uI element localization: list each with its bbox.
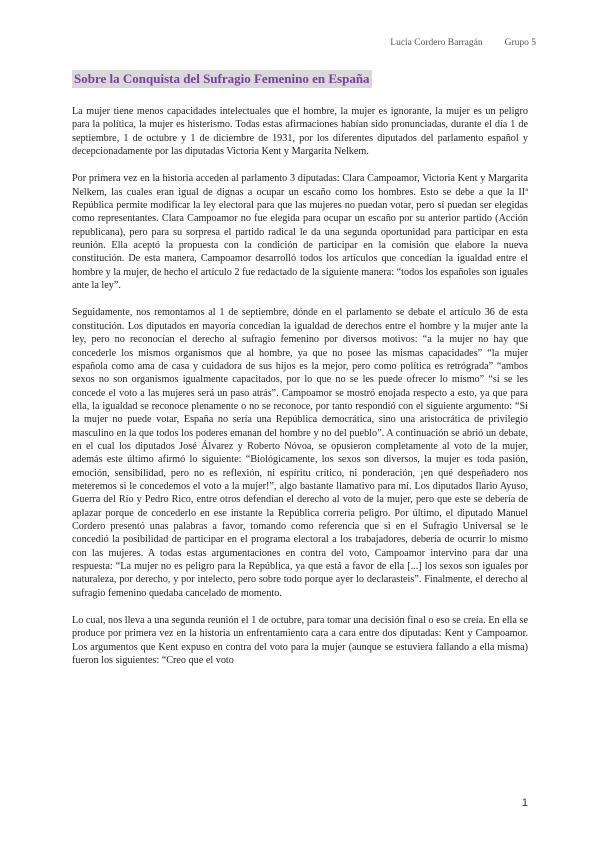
header-author: Lucía Cordero Barragán	[390, 38, 483, 48]
paragraph-2: Por primera vez en la historia acceden al parlamento 3 diputadas: Clara Campoamor, Victoria Kent y Margarita Nelkem, las cuales eran igual de dignas a ocupar un escaño como los hombres. Esto se debe a que la IIª República permite modificar la ley electoral para que las mujeres no puedan votar, pero sí puedan ser elegidas como representantes. Clara Campoamor no fue elegida para ocupar un escaño por su anterior partido (Acción republicana), pero para su sorpresa el partido radical le da una segunda oportunidad para participar en esta reunión. Ella aceptó la propuesta con la condición de participar en la comisión que elabore la nueva constitución. De esta manera, Campoamor desarrolló todos los artículos que concedían la igualdad entre el hombre y la mujer, de hecho el artículo 2 fue redactado de la siguiente manera: “todos los españoles son iguales ante la ley”.	[72, 173, 528, 292]
header-group: Grupo 5	[504, 38, 536, 48]
page-number: 1	[521, 797, 528, 809]
paragraph-3: Seguidamente, nos remontamos al 1 de septiembre, dónde en el parlamento se debate el artículo 36 de esta constitución. Los diputados en mayoría concedían la igualdad de derechos entre el hombre y la mujer ante la ley, pero no reconocían el derecho al sufragio femenino por diversos motivos: “a la mujer no hay que concederle los mismos organismos que al hombre, ya que no posee las mismas capacidades” “la mujer española como ama de casa y cuidadora de sus hijos es la mejor, pero como política es retrógrada” “ambos sexos no son organismos igualmente capacitados, por lo que no se les puede ofrecer lo mismo” “si se les concede el voto a las mujeres será un paso atrás”. Campoamor se mostró enojada respecto a esto, ya que para ella, la igualdad se reconoce plenamente o no se reconoce, por tanto respondió con el siguiente argumento: “Si la mujer no puede votar, España no sería una República democrática, sino una aristocrática de privilegio masculino en la que todos los poderes emanan del hombre y no del pueblo”. A continuación se abrió un debate, en el cual los diputados José Álvarez y Roberto Nóvoa, se opusieron completamente al voto de la mujer, además este último afirmó lo siguiente: “Biológicamente, los sexos son diversos, la mujer es toda pasión, emoción, sensibilidad, pero no es reflexión, ni espíritu crítico, ni ponderación, ¡en qué despeñadero nos meteremos si le concedemos el voto a la mujer!”, algo bastante llamativo para mí. Los diputados Ilario Ayuso, Guerra del Río y Pedro Rico, entre otros defendían el derecho al voto de la mujer, pero que este se debería de aplazar porque de concederlo en ese instante la República correría peligro. Por último, el diputado Manuel Cordero presentó unas palabras a favor, tomando como referencia que si en el Sufragio Universal se le concedió la posibilidad de participar en el programa electoral a los trabajadores, debería de ocurrir lo mismo con las mujeres. A todas estas argumentaciones en contra del voto, Campoamor intervino para dar una respuesta: “La mujer no es peligro para la República, ya que está a favor de ella [...] los sexos son iguales por naturaleza, por derecho, y por intelecto, pero sobre todo porque ayer lo declarasteis”. Finalmente, el derecho al sufragio femenino quedaba cancelado de momento.	[72, 307, 528, 599]
document-body	[72, 70, 528, 681]
page-header	[390, 38, 536, 48]
paragraph-1: La mujer tiene menos capacidades intelectuales que el hombre, la mujer es ignorante, la mujer es un peligro para la política, la mujer es histerismo. Todas estas afirmaciones habían sido pronunciadas, durante el día 1 de septiembre, 1 de octubre y 1 de diciembre de 1931, por los diferentes diputados del parlamento español y decepcionadamente por las diputadas Victoria Kent y Margarita Nelkem.	[72, 106, 528, 158]
paragraph-4: Lo cual, nos lleva a una segunda reunión el 1 de octubre, para tomar una decisión final o eso se creía. En ella se produce por primera vez en la historia un enfrentamiento cara a cara entre dos diputadas: Kent y Campoamor. Los argumentos que Kent expuso en contra del voto para la mujer (aunque se estuviera fallando a ella misma) fueron los siguientes: “Creo que el voto	[72, 615, 528, 667]
document-title: Sobre la Conquista del Sufragio Femenino en España	[74, 71, 370, 86]
